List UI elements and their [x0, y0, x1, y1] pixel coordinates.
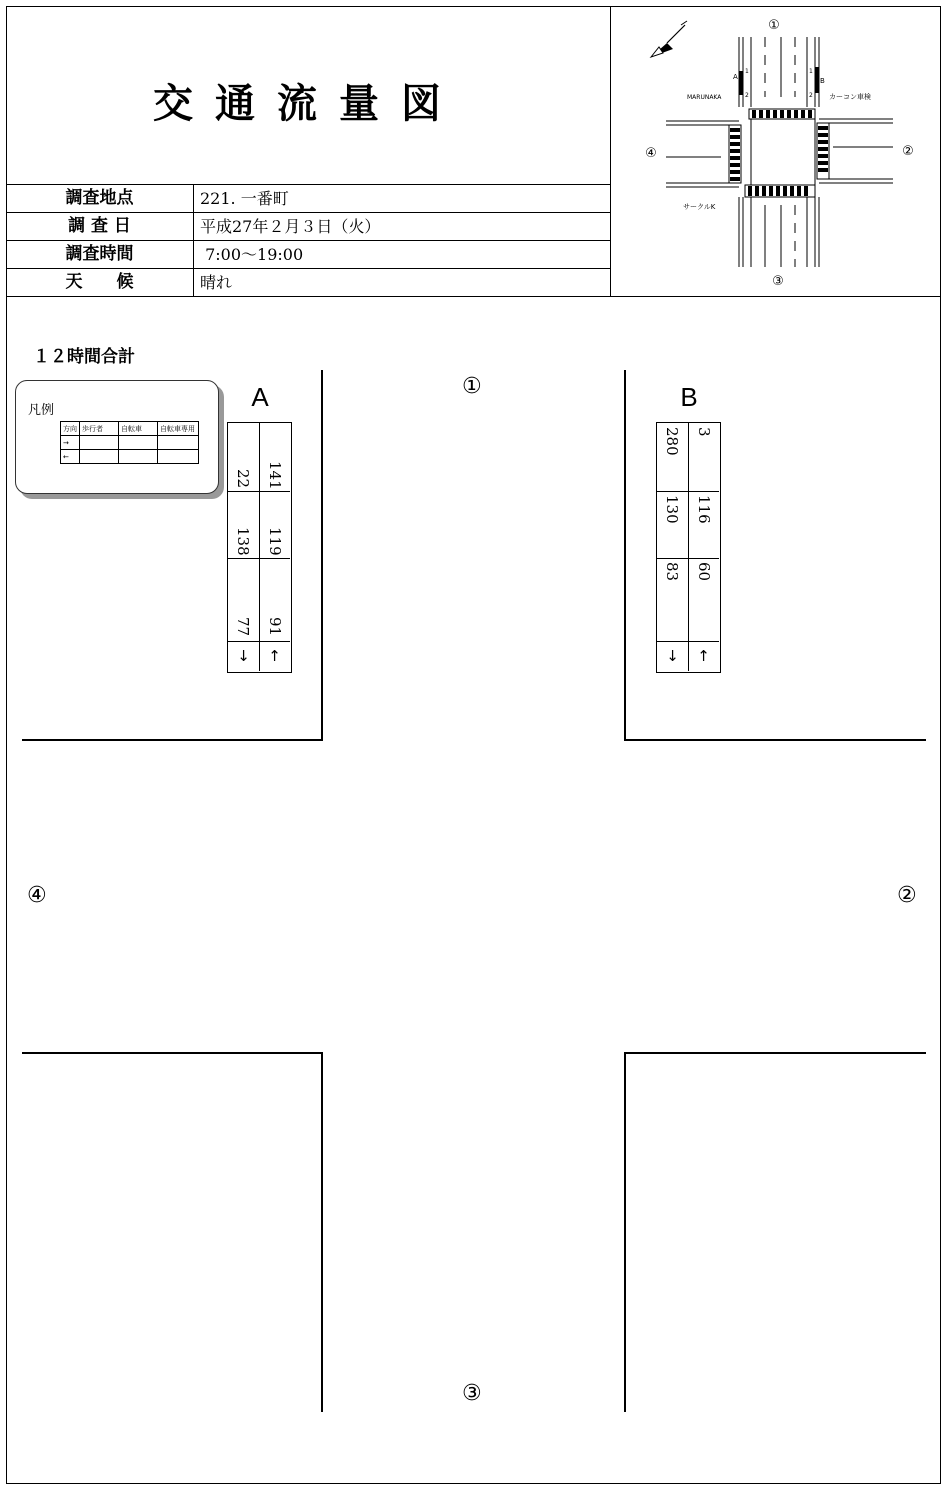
map-num: 2	[745, 92, 749, 99]
road-edge	[321, 370, 323, 741]
legend-header: 歩行者	[80, 422, 119, 436]
station-a-lane-left: 77	[234, 617, 252, 637]
down-arrow-icon: ↓	[237, 647, 250, 665]
legend-table	[60, 421, 199, 464]
station-b-pedestrian-left: 280	[663, 427, 681, 456]
crosswalk-west	[729, 125, 741, 183]
station-b-bicycle-left: 130	[663, 495, 681, 524]
road-edge	[624, 1052, 626, 1412]
map-label-karukon: カーコン車検	[829, 93, 871, 101]
header-separator	[6, 296, 941, 297]
station-b-lane-left: 83	[663, 562, 681, 582]
road-edge	[624, 739, 926, 741]
map-label-marunaka: MARUNAKA	[687, 94, 722, 101]
info-row-time	[6, 240, 610, 268]
station-b-marker	[815, 67, 819, 93]
info-value: 平成27年２月３日（火）	[200, 217, 381, 236]
station-b-pedestrian-right: 3	[695, 427, 713, 437]
info-label: 調査時間	[6, 241, 194, 268]
map-num: 1	[809, 68, 813, 75]
legend-direction: ←	[61, 450, 80, 464]
station-a-bicycle-right: 119	[266, 527, 284, 556]
map-approach-3: ③	[772, 274, 784, 289]
station-a-bicycle-left: 138	[234, 527, 252, 556]
info-value: 晴れ	[200, 273, 233, 292]
legend-title: 凡例	[28, 403, 55, 418]
map-label-a: A	[733, 73, 738, 81]
approach-4-label: ④	[27, 883, 47, 908]
station-a-pedestrian-right: 141	[266, 461, 284, 490]
map-num: 1	[745, 68, 749, 75]
info-label: 天 候	[6, 269, 194, 296]
legend-direction: →	[61, 436, 80, 450]
approach-3-label: ③	[462, 1381, 482, 1406]
legend-header: 自転車専用	[158, 422, 199, 436]
station-a-table	[227, 422, 292, 673]
road-edge	[22, 1052, 323, 1054]
approach-2-label: ②	[897, 883, 917, 908]
map-approach-2: ②	[902, 144, 914, 159]
crosswalk-south	[745, 185, 815, 197]
page-title: 交通流量図	[153, 81, 463, 127]
map-approach-1: ①	[768, 18, 780, 33]
period-label: １２時間合計	[33, 347, 135, 367]
station-a-marker	[739, 71, 743, 95]
crosswalk-north	[749, 109, 815, 119]
down-arrow-icon: ↓	[666, 647, 679, 665]
crosswalk-east	[817, 123, 829, 179]
info-label: 調査地点	[6, 185, 194, 212]
legend-header: 自転車	[119, 422, 158, 436]
map-label-b: B	[820, 77, 825, 85]
station-a-lane-right: 91	[266, 617, 284, 637]
map-label-circle-k: サークルK	[683, 203, 716, 211]
station-a-title: A	[251, 382, 269, 412]
station-b-table	[656, 422, 721, 673]
info-row-weather	[6, 268, 610, 296]
intersection-map	[611, 7, 939, 295]
map-approach-4: ④	[645, 146, 657, 161]
up-arrow-icon: ↑	[697, 647, 710, 665]
info-label: 調 査 日	[6, 213, 194, 240]
north-arrow-icon	[651, 21, 687, 57]
road-edge	[624, 370, 626, 741]
info-value: 7:00～19:00	[200, 245, 304, 264]
station-b-lane-right: 60	[695, 562, 713, 582]
map-num: 2	[809, 92, 813, 99]
station-b-bicycle-right: 116	[695, 495, 713, 524]
info-value: 221. 一番町	[200, 189, 289, 208]
road-edge	[22, 739, 323, 741]
approach-1-label: ①	[462, 374, 482, 399]
info-row-date	[6, 212, 610, 240]
info-row-location	[6, 184, 610, 212]
road-edge	[321, 1052, 323, 1412]
station-a-pedestrian-left: 22	[234, 469, 252, 489]
road-edge	[624, 1052, 926, 1054]
legend	[15, 380, 219, 494]
legend-header: 方向	[61, 422, 80, 436]
up-arrow-icon: ↑	[268, 647, 281, 665]
station-b-title: B	[680, 382, 698, 412]
